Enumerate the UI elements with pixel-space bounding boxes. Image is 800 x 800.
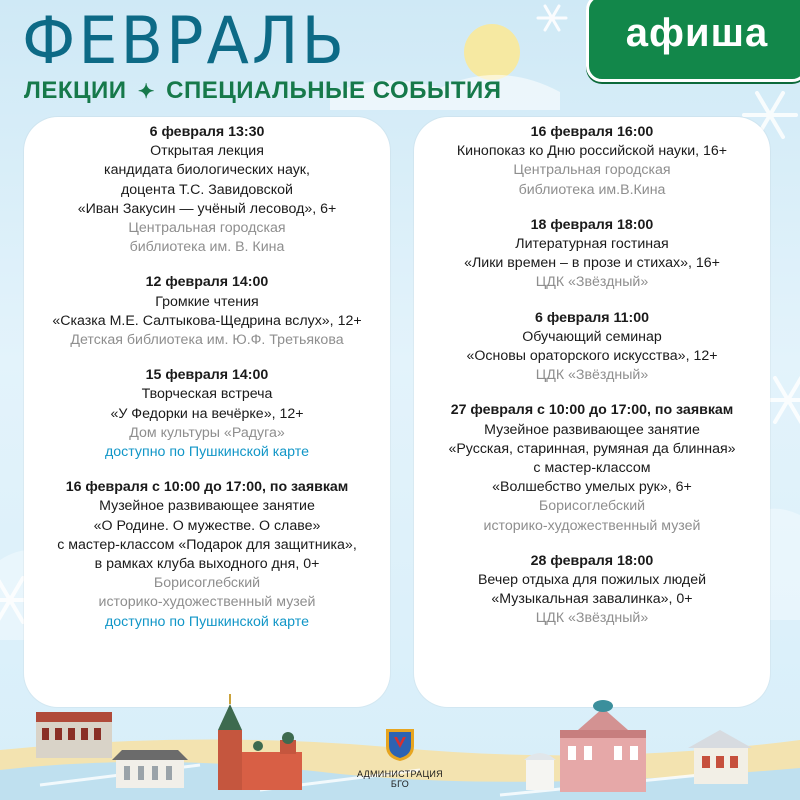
page-subtitle [24,77,502,105]
event-date: 18 февраля 18:00 [530,216,654,233]
event-description-line: «Русская, старинная, румяная да блинная» [448,440,736,457]
event-item [24,273,390,350]
pushkin-card-note: доступно по Пушкинской карте [105,444,309,461]
building-icon [112,750,188,788]
event-description-line: Открытая лекция [150,143,264,160]
event-description-line: «Музыкальная завалинка», 0+ [491,591,693,608]
event-venue: Борисоглебский [538,498,646,515]
events-card-right [414,117,770,707]
afisha-badge-label: афиша [625,11,769,55]
event-item [24,123,390,257]
house-icon [688,730,752,784]
event-description-line: «О Родине. О мужестве. О славе» [93,517,321,534]
page-title: ФЕВРАЛЬ [22,2,348,79]
snowflake-icon [538,6,566,30]
event-item [414,123,770,200]
events-card-left [24,117,390,707]
event-venue: ЦДК «Звёздный» [535,610,649,627]
event-venue: Центральная городская [128,220,286,237]
administration-label: АДМИНИСТРАЦИЯ БГО [357,769,443,789]
event-description-line: Громкие чтения [155,293,259,310]
event-description-line: «Волшебство умелых рук», 6+ [492,479,692,496]
subtitle-lectures: ЛЕКЦИИ [24,77,127,104]
event-description-line: доцента Т.С. Завидовской [121,181,293,198]
event-date: 16 февраля 16:00 [530,124,654,140]
event-venue: библиотека им.В.Кина [518,181,666,198]
administration-logo [352,728,448,789]
event-date: 27 февраля с 10:00 до 17:00, по заявкам [450,402,734,419]
event-venue: историко-художественный музей [483,517,701,534]
event-description-line: «У Федорки на вечёрке», 12+ [110,405,304,422]
church-icon [218,694,302,790]
afisha-badge [586,0,800,82]
event-item [414,552,770,629]
event-item [414,401,770,535]
event-item [24,366,390,462]
events-list-left [24,123,390,648]
event-date: 6 февраля 13:30 [149,124,265,140]
event-date: 15 февраля 14:00 [145,367,269,384]
event-description-line: кандидата биологических наук, [104,162,310,179]
event-venue: ЦДК «Звёздный» [535,367,649,384]
event-description-line: Обучающий семинар [522,328,662,345]
event-venue: библиотека им. В. Кина [129,239,285,256]
gazebo-icon [524,753,556,790]
event-venue: ЦДК «Звёздный» [535,274,649,291]
event-venue: историко-художественный музей [98,594,316,611]
event-description-line: Творческая встреча [141,386,273,403]
subtitle-special-events: СПЕЦИАЛЬНЫЕ СОБЫТИЯ [166,77,502,104]
event-description-line: Музейное развивающее занятие [484,421,700,438]
event-item [414,216,770,293]
event-description-line: Вечер отдыха для пожилых людей [477,572,707,589]
event-venue: Дом культуры «Радуга» [129,424,285,441]
pushkin-card-note: доступно по Пушкинской карте [105,613,309,630]
event-description-line: «Лики времен – в прозе и стихах», 16+ [464,255,720,272]
event-description-line: с мастер-классом «Подарок для защитника», [57,536,357,553]
event-description-line: «Иван Закусин — учёный лесовод», 6+ [77,200,337,217]
event-description-line: «Сказка М.Е. Салтыкова-Щедрина вслух», 12+ [52,312,362,329]
event-description-line: «Основы ораторского искусства», 12+ [466,348,718,365]
event-description-line: в рамках клуба выходного дня, 0+ [94,556,320,573]
museum-building-icon [560,700,646,792]
sun-icon [464,24,520,80]
event-description-line: Литературная гостиная [515,236,669,253]
events-list-right [414,123,770,645]
event-date: 12 февраля 14:00 [145,274,269,291]
event-venue: Центральная городская [513,162,671,179]
coat-of-arms-icon [385,728,415,762]
event-item [414,309,770,386]
event-description-line: Музейное развивающее занятие [99,498,315,515]
event-date: 16 февраля с 10:00 до 17:00, по заявкам [65,479,349,496]
event-venue: Борисоглебский [153,575,261,592]
event-date: 6 февраля 11:00 [535,309,649,326]
building-icon [36,712,112,758]
event-description-line: с мастер-классом [533,460,651,477]
event-description-line: Кинопоказ ко Дню российской науки, 16+ [456,143,728,160]
event-item [24,478,390,632]
event-date: 28 февраля 18:00 [530,552,654,569]
subtitle-separator: ✦ [137,81,155,103]
event-venue: Детская библиотека им. Ю.Ф. Третьякова [70,332,344,349]
